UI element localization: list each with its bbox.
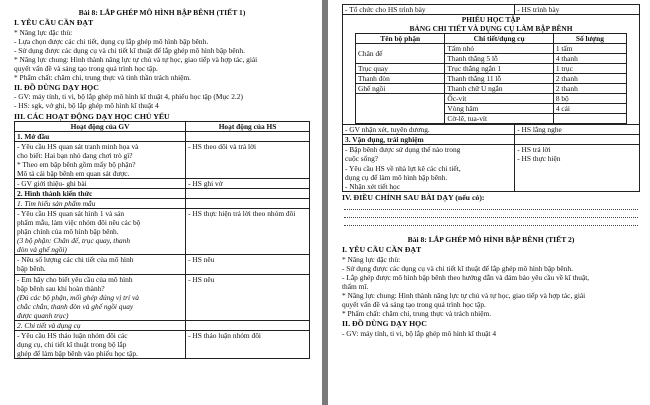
detail-quantity: 2 thanh <box>553 84 626 94</box>
cell-text: 1. Mở đầu <box>17 132 50 142</box>
lesson-title: Bài 8: LẮP GHÉP MÔ HÌNH BẬP BÊNH (TIẾT 1) <box>78 8 246 17</box>
cell-text: - Nhận xét tiết học <box>345 181 401 191</box>
cell-text: - HS thực hiện <box>517 154 561 164</box>
parts-table <box>355 33 627 124</box>
student-cell <box>186 320 310 330</box>
cell-text: phẩm mẫu, làm việc nhóm đôi nêu các bộ <box>17 218 141 228</box>
cell-text: - Bập bênh được sử dụng thế nào trong <box>345 145 461 155</box>
parts-row <box>356 84 627 94</box>
text-line: - HS: sgk, vở ghi, bộ lắp ghép mô hình kĩ thuật 4 <box>14 101 159 111</box>
table-header-row <box>15 122 310 132</box>
cell-text: cuộc sống? <box>345 154 379 164</box>
text-line: - Sử dụng được các dụng cụ và chi tiết kĩ thuật để lắp ghép mô hình bập bênh. <box>342 263 573 273</box>
table-row <box>343 5 640 15</box>
detail-name: Tấm nhỏ <box>445 44 553 54</box>
header-teacher-activity: Hoạt động của GV <box>15 122 186 132</box>
student-cell <box>186 132 310 142</box>
cell-text: bập bênh sau khi hoàn thành? <box>17 283 105 293</box>
text-line: * Năng lực đặc thù: <box>14 27 73 37</box>
cell-text: phận chính của mô hình bập bênh. <box>17 227 119 237</box>
student-cell <box>186 189 310 199</box>
cell-text: * Theo em bập bênh gồm mấy bộ phận? <box>17 160 136 170</box>
detail-quantity: 4 thanh <box>553 54 626 64</box>
text-line: * Phẩm chất: chăm chỉ, trung thực và tinh thần trách nhiệm. <box>14 72 192 82</box>
cell-text: - HS thảo luận nhóm đôi <box>188 330 261 340</box>
table-row <box>15 209 310 255</box>
detail-quantity: 4 cái <box>553 104 626 114</box>
table-row <box>15 179 310 189</box>
section-heading: I. YÊU CẦU CẦN ĐẠT <box>342 245 422 255</box>
detail-quantity <box>553 114 626 124</box>
detail-name: Trục thẳng ngắn 1 <box>445 64 553 74</box>
teacher-cell <box>15 255 186 274</box>
part-name: Ghế ngồi <box>356 84 445 94</box>
worksheet-title: PHIẾU HỌC TẬP <box>461 15 521 25</box>
cell-text: - GV giới thiệu- ghi bài <box>17 179 87 189</box>
student-cell <box>186 199 310 209</box>
text-line: - Sử dụng được các dụng cụ và chi tiết kĩ thuật để lắp ghép mô hình bập bênh. <box>14 45 245 55</box>
teacher-cell <box>15 189 186 199</box>
parts-row <box>356 94 627 104</box>
header-student-activity: Hoạt động của HS <box>186 122 310 132</box>
student-cell <box>186 330 310 358</box>
cell-text: - HS nêu <box>188 255 215 265</box>
text-line: * Năng lực chung: Hình thành năng lực tự chủ và tự học, giao tiếp và hợp tác, giải <box>14 54 258 64</box>
cell-text: - Yêu cầu HS quan sát hình 1 và sản <box>17 209 125 219</box>
cell-text: - Yêu cầu HS quan sát tranh minh họa và <box>17 142 139 152</box>
dotted-line <box>344 218 638 226</box>
detail-quantity: 8 bộ <box>553 94 626 104</box>
header-part: Tên bộ phận <box>356 34 445 44</box>
parts-row <box>356 74 627 84</box>
detail-name: Thanh chữ U ngắn <box>445 84 553 94</box>
cell-text: - HS lắng nghe <box>517 125 562 135</box>
cell-text: (3 bộ phận: Chân đế, trục quay, thanh <box>17 236 131 246</box>
teacher-cell <box>15 320 186 330</box>
text-line: quyết vấn đề và sáng tạo trong quá trình học tập. <box>342 300 486 309</box>
cell-text: - Yêu cầu HS thảo luận nhóm đôi các <box>17 330 128 340</box>
student-cell <box>515 145 640 191</box>
header-quantity: Số lượng <box>553 34 626 44</box>
table-row <box>15 330 310 358</box>
table-row <box>15 142 310 179</box>
cell-text: - GV nhận xét, tuyên dương. <box>345 125 430 135</box>
teacher-cell <box>15 132 186 142</box>
cell-text: 1. Tìm hiểu sản phẩm mẫu <box>17 199 96 209</box>
cell-text: - Nêu số lượng các chi tiết của mô hình <box>17 255 134 265</box>
text-line: * Năng lực chung: Hình thành năng lực tự chủ và tự học, giao tiếp và hợp tác, giải <box>342 290 586 300</box>
header-detail: Chi tiết/dụng cụ <box>445 34 553 44</box>
teacher-cell <box>15 330 186 358</box>
teacher-cell <box>343 145 515 191</box>
table-row <box>15 274 310 320</box>
cell-text: 2. Hình thành kiến thức <box>17 189 93 199</box>
cell-text: (Đủ các bộ phận, mối ghép đúng vị trí và <box>17 292 139 302</box>
part-name: Thanh đòn <box>356 74 445 84</box>
cell-text: cho biết: Hai bạn nhỏ đang chơi trò gì? <box>17 151 133 161</box>
text-line: - GV: máy tính, ti vi, bộ lắp ghép mô hình kĩ thuật 4 <box>342 328 497 338</box>
teacher-cell <box>343 125 515 135</box>
worksheet-subtitle: BẢNG CHI TIẾT VÀ DỤNG CỤ LÀM BẬP BÊNH <box>409 24 573 34</box>
lesson-objectives-2 <box>342 245 640 337</box>
cell-text: - Yêu cầu HS về nhà lựt kê các chi tiết, <box>345 163 461 173</box>
text-line: thẩm mĩ. <box>342 281 369 291</box>
table-row <box>15 189 310 199</box>
cell-text: đòn và ghế ngồi) <box>17 245 67 255</box>
table-row <box>343 125 640 135</box>
text-line: - Lựa chọn được các chi tiết, dụng cụ lắp ghép mô hình bập bênh. <box>14 36 209 46</box>
detail-name: Thanh thẳng 5 lỗ <box>445 54 553 64</box>
worksheet-row <box>343 15 640 125</box>
cell-text: - HS trả lời <box>517 145 551 155</box>
table-row <box>343 145 640 191</box>
student-cell <box>515 135 640 145</box>
student-cell <box>186 255 310 274</box>
cell-text: được quanh trục) <box>17 310 69 320</box>
activities-table-continued <box>342 4 640 192</box>
table-row <box>15 132 310 142</box>
section-heading: III. CÁC HOẠT ĐỘNG DẠY HỌC CHỦ YẾU <box>14 111 170 121</box>
detail-name: Cờ-lê, tua-vít <box>445 114 553 124</box>
dotted-line <box>344 202 638 210</box>
table-row <box>15 199 310 209</box>
section-heading: I. YÊU CẦU CẦN ĐẠT <box>14 18 94 28</box>
table-row <box>15 255 310 274</box>
detail-name: Vòng hãm <box>445 104 553 114</box>
student-cell <box>186 142 310 179</box>
cell-text: dụng cụ để làm mô hình bập bênh. <box>345 172 448 182</box>
detail-quantity: 1 trục <box>553 64 626 74</box>
table-row <box>15 320 310 330</box>
adjust-heading: IV. ĐIỀU CHỈNH SAU BÀI DẠY (nếu có): <box>342 192 485 202</box>
student-cell <box>186 274 310 320</box>
teacher-cell: - Tổ chức cho HS trình bày <box>343 5 515 15</box>
cell-text: - HS ghi vở <box>188 179 223 189</box>
lesson-objectives <box>14 18 310 121</box>
dotted-line <box>344 210 638 218</box>
part-name <box>356 94 445 124</box>
part-name: Chân đế <box>356 44 445 64</box>
teacher-cell <box>15 179 186 189</box>
teacher-cell <box>15 274 186 320</box>
detail-name: Ốc-vít <box>445 94 553 104</box>
document-page-right <box>328 0 650 405</box>
student-cell: - HS trình bày <box>515 5 640 15</box>
cell-text: - HS thực hiện trả lời theo nhóm đôi <box>188 209 296 219</box>
cell-text: ghép để làm bập bênh vào phiếu học tập. <box>17 348 138 358</box>
cell-text: - Em hãy cho biết yêu cầu của mô hình <box>17 274 133 284</box>
student-cell <box>515 125 640 135</box>
text-line: - Lắp ghép được mô hình bập bênh theo hướng dẫn và đảm bảo yêu cầu về kĩ thuật, <box>342 272 590 282</box>
lesson-title-2: Bài 8: LẮP GHÉP MÔ HÌNH BẬP BÊNH (TIẾT 2) <box>407 235 575 245</box>
document-page-left <box>0 0 322 405</box>
section-heading: II. ĐỒ DÙNG DẠY HỌC <box>342 319 427 329</box>
activities-table <box>14 121 310 359</box>
table-row <box>343 135 640 145</box>
section-heading: II. ĐỒ DÙNG DẠY HỌC <box>14 82 99 92</box>
teacher-cell <box>15 199 186 209</box>
parts-row <box>356 64 627 74</box>
cell-text: bập bênh. <box>17 264 46 274</box>
cell-text: - HS theo dõi và trả lời <box>188 142 257 152</box>
teacher-cell <box>15 209 186 255</box>
cell-text: dụng cụ, chi tiết kĩ thuật trong bộ lắp <box>17 339 127 349</box>
teacher-cell <box>343 135 515 145</box>
cell-text: - HS nêu <box>188 274 215 284</box>
cell-text: 2. Chi tiết và dụng cụ <box>17 320 81 330</box>
student-cell <box>186 209 310 255</box>
text-line: * Năng lực đặc thù: <box>342 254 401 264</box>
detail-name: Thanh thẳng 11 lỗ <box>445 74 553 84</box>
cell-text: Mô tả cái bập bênh em quan sát được. <box>17 169 130 179</box>
text-line: * Phẩm chất: chăm chỉ, trung thực và trách nhiệm. <box>342 309 492 319</box>
part-name: Trục quay <box>356 64 445 74</box>
cell-text: chắc chắn, thanh đòn và ghế ngồi quay <box>17 301 134 311</box>
teacher-cell <box>15 142 186 179</box>
cell-text: 3. Vận dụng, trải nghiệm <box>345 135 424 145</box>
text-line: quyết vấn đề và sáng tạo trong quá trình học tập. <box>14 63 158 73</box>
parts-row <box>356 44 627 54</box>
detail-quantity: 1 tấm <box>553 44 626 54</box>
text-line: - GV: máy tính, ti vi, bộ lắp ghép mô hình kĩ thuật 4, phiếu học tập (Mục 2.2) <box>14 92 243 102</box>
detail-quantity: 2 thanh <box>553 74 626 84</box>
student-cell <box>186 179 310 189</box>
